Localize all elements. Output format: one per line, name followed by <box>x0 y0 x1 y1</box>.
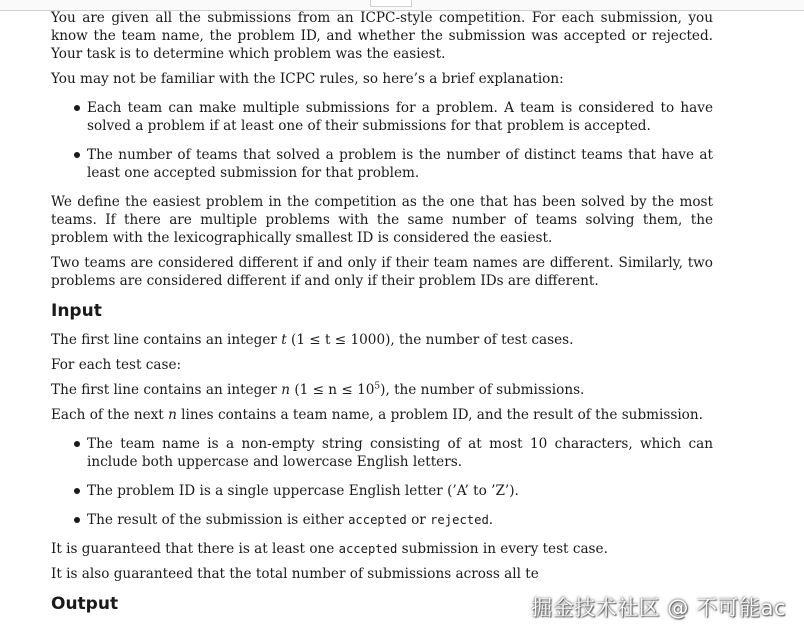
math-t: t <box>281 332 287 348</box>
watermark: 掘金技术社区 @ 不可能ac <box>531 596 786 620</box>
output-heading: Output <box>51 594 119 614</box>
math-n: n <box>168 407 177 423</box>
intro-paragraph-2: You may not be familiar with the ICPC rules, so here’s a brief explanation: <box>51 71 564 87</box>
input-each-case: For each test case: <box>51 357 182 373</box>
intro-paragraph-3: We define the easiest problem in the competition as the one that has been solved by the most teams. If there are multiple problems with the same number of teams solving them, the problem with the lexicographically smallest ID is considered the easiest. <box>51 194 713 246</box>
input-format-list <box>51 435 713 529</box>
guarantee-1: It is guaranteed that there is at least one accepted submission in every test case. <box>51 541 608 557</box>
problem-statement <box>51 9 713 624</box>
intro-paragraph-1: You are given all the submissions from an ICPC-style competition. For each submission, you know the team name, the problem ID, and whether the submission was accepted or rejected. Your task is to determine which problem was the easiest. <box>51 10 713 62</box>
list-item: The number of teams that solved a problem is the number of distinct teams that have at least one accepted submission for that problem. <box>51 146 713 182</box>
list-item: The team name is a non-empty string consisting of at most 10 characters, which can include both uppercase and lowercase English letters. <box>51 435 713 471</box>
list-item: The result of the submission is either accepted or rejected. <box>51 511 713 529</box>
intro-paragraph-4: Two teams are considered different if and only if their team names are different. Similarly, two problems are considered different if and only if their problem IDs are different. <box>51 255 713 289</box>
input-heading: Input <box>51 301 102 321</box>
code-accepted: accepted <box>338 542 398 556</box>
list-item: The problem ID is a single uppercase English letter (’A’ to ’Z’). <box>51 482 713 500</box>
input-line-t: The first line contains an integer t (1 ≤ t ≤ 1000), the number of test cases. <box>51 332 574 348</box>
list-item: Each team can make multiple submissions for a problem. A team is considered to have solved a problem if at least one of their submissions for that problem is accepted. <box>51 99 713 135</box>
math-n-range: $(1 \le n \le 10^5)$ <box>294 381 386 398</box>
code-rejected: rejected <box>430 513 489 527</box>
math-n: n <box>281 382 290 398</box>
code-accepted: accepted <box>348 513 407 527</box>
icpc-rules-list <box>51 99 713 182</box>
math-t-range: (1 ≤ t ≤ 1000) <box>291 332 391 348</box>
guarantee-2: It is also guaranteed that the total number of submissions across all te <box>51 566 539 582</box>
page-tab[interactable] <box>370 0 412 7</box>
input-line-n: The first line contains an integer n $(1 \le n \le 10^5)$, the number of submissions. <box>51 381 585 398</box>
input-each-line: Each of the next n lines contains a team name, a problem ID, and the result of the submission. <box>51 407 703 423</box>
